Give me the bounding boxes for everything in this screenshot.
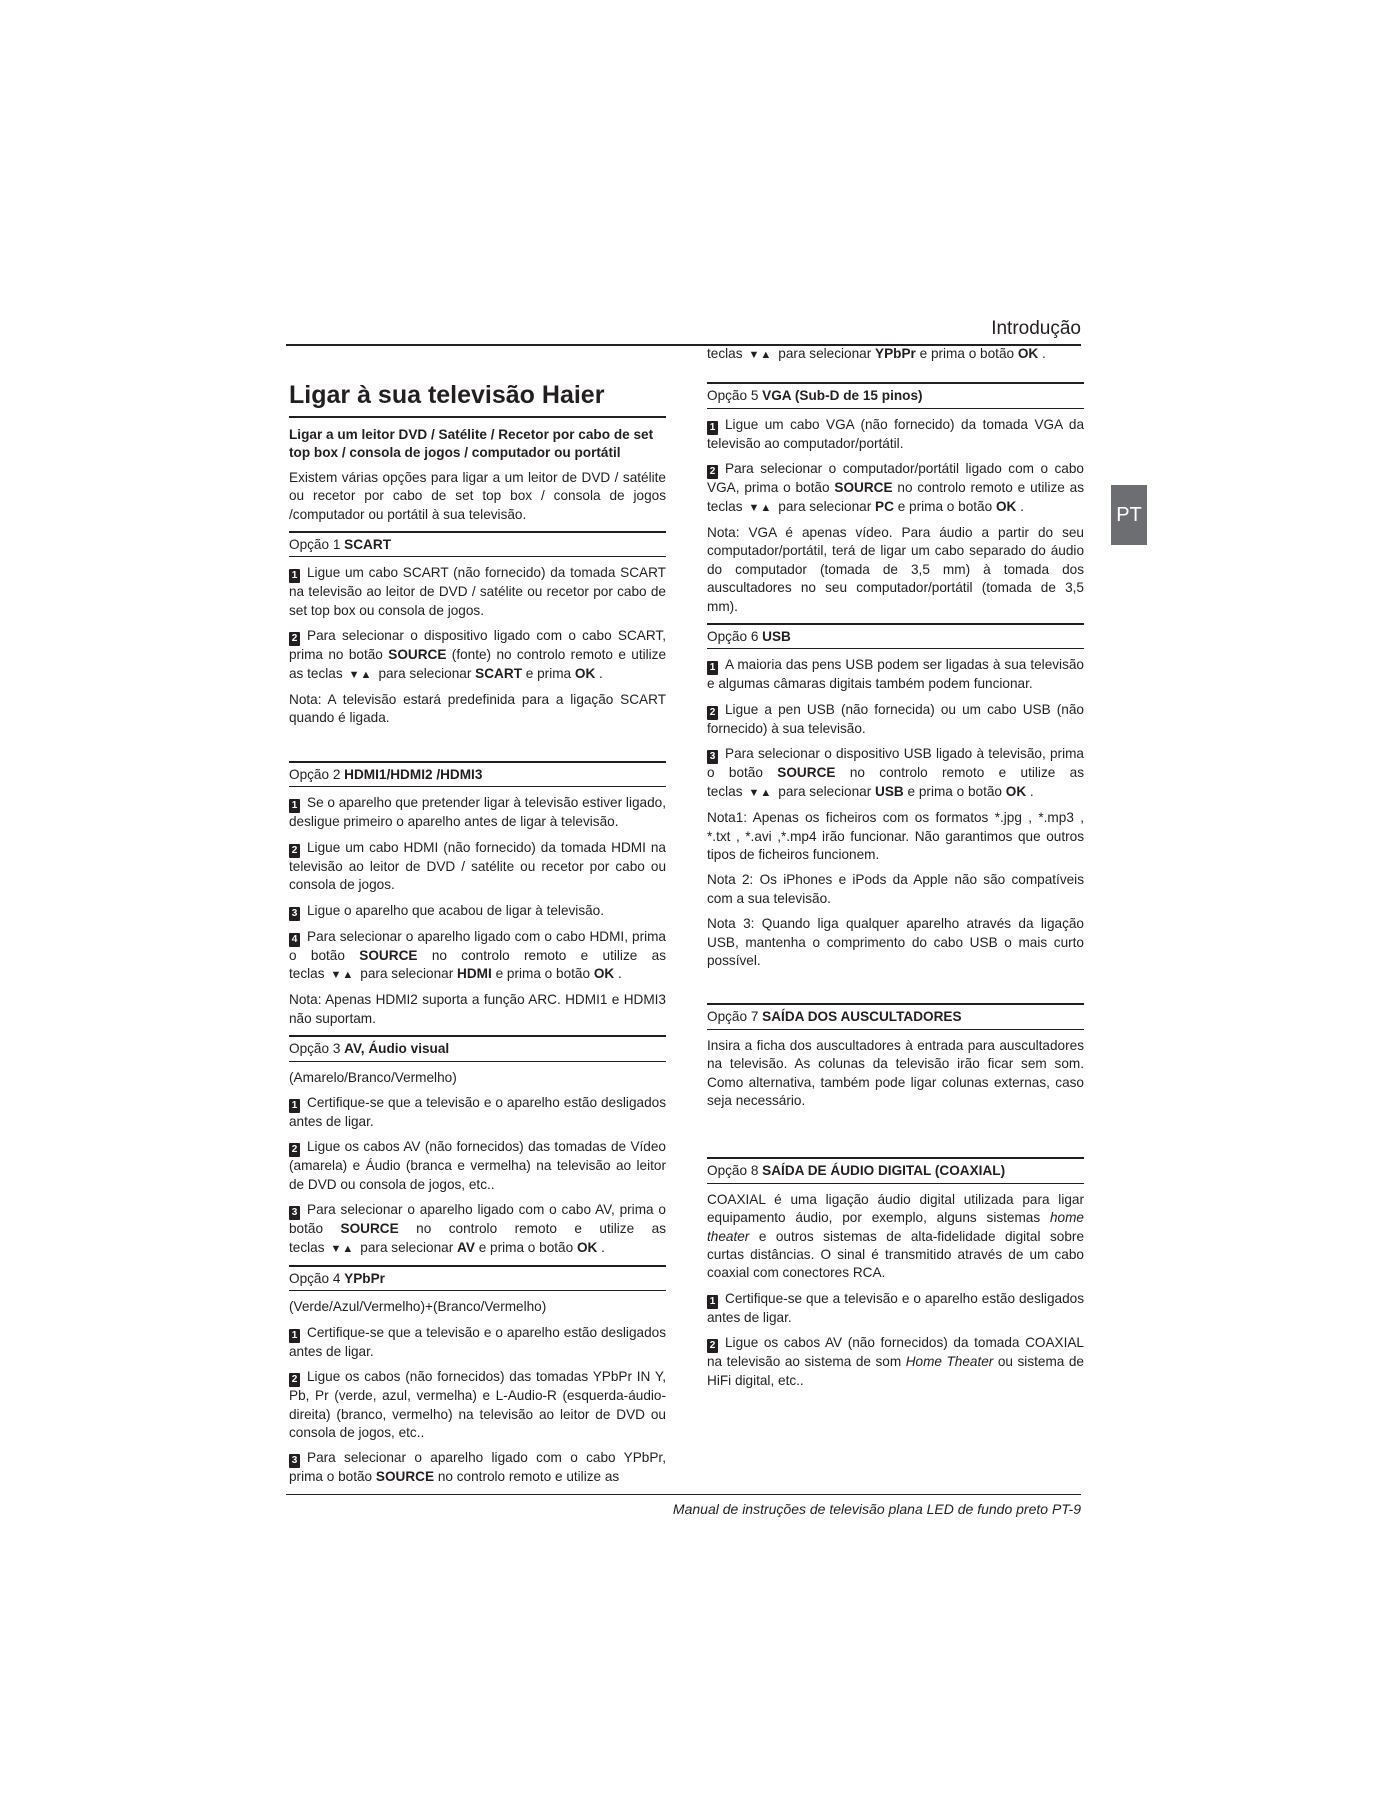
step-number-icon: 2 xyxy=(289,844,300,858)
step-number-icon: 2 xyxy=(289,632,300,646)
section-subtitle: Ligar a um leitor DVD / Satélite / Recetor por cabo de set top box / consola de jogos / computador ou portátil xyxy=(289,427,654,461)
step-number-icon: 1 xyxy=(707,421,718,435)
option-6-step-2: 2 Ligue a pen USB (não fornecida) ou um cabo USB (não fornecido) à sua televisão. xyxy=(707,701,1084,736)
option-1-header: Opção 1 SCART xyxy=(289,531,666,557)
option-5-step-1: 1 Ligue um cabo VGA (não fornecido) da tomada VGA da televisão ao computador/portátil. xyxy=(707,416,1084,451)
option-8-text: COAXIAL é uma ligação áudio digital utilizada para ligar equipamento áudio, por exemplo, alguns sistemas home theater e outros sistemas de alta-fidelidade digital sobre curtas distâncias. O sinal é transmitido através de um cabo coaxial com conectores RCA. xyxy=(707,1191,1085,1281)
step-number-icon: 3 xyxy=(289,1206,300,1220)
footer-rule xyxy=(286,1494,1081,1495)
language-tab: PT xyxy=(1111,485,1147,545)
section-title: Introdução xyxy=(991,318,1081,339)
option-3-colors: (Amarelo/Branco/Vermelho) xyxy=(289,1069,457,1085)
option-2-step-1: 1 Se o aparelho que pretender ligar à televisão estiver ligado, desligue primeiro o aparelho antes de ligar à televisão. xyxy=(289,795,666,830)
option-1-step-2: 2 Para selecionar o dispositivo ligado com o cabo SCART, prima no botão SOURCE (fonte) no controlo remoto e utilize as teclas ▼▲ para selecionar SCART e prima OK . xyxy=(289,628,667,681)
option-6-step-3: 3 Para selecionar o dispositivo USB ligado à televisão, prima o botão SOURCE no controlo remoto e utilize as teclas ▼▲ para selecionar USB e prima o botão OK . xyxy=(707,746,1085,799)
option-8-step-2: 2 Ligue os cabos AV (não fornecidos) da tomada COAXIAL na televisão ao sistema de som Home Theater ou sistema de HiFi digital, etc.. xyxy=(707,1335,1084,1388)
step-number-icon: 4 xyxy=(289,933,300,947)
step-number-icon: 1 xyxy=(289,799,300,813)
option-4-step-1: 1 Certifique-se que a televisão e o aparelho estão desligados antes de ligar. xyxy=(289,1324,666,1359)
option-4-header: Opção 4 YPbPr xyxy=(289,1265,666,1291)
option-1-step-1: 1 Ligue um cabo SCART (não fornecido) da tomada SCART na televisão ao leitor de DVD / satélite ou recetor por cabo de set top box ou consola de jogos. xyxy=(289,565,666,618)
step-number-icon: 2 xyxy=(707,465,718,479)
option-2-header: Opção 2 HDMI1/HDMI2 /HDMI3 xyxy=(289,761,666,787)
option-3-header: Opção 3 AV, Áudio visual xyxy=(289,1035,666,1061)
option-6-note-1: Nota1: Apenas os ficheiros com os formatos *.jpg , *.mp3 , *.txt , *.avi ,*.mp4 irão funcionar. Não garantimos que outros tipos de ficheiros funcionem. xyxy=(707,810,1084,862)
option-2-step-3: 3 Ligue o aparelho que acabou de ligar à televisão. xyxy=(289,902,666,921)
option-4-step-2: 2 Ligue os cabos (não fornecidos) das tomadas YPbPr IN Y, Pb, Pr (verde, azul, vermelha) e L-Audio-R (esquerda-áudio-direita) (branco, vermelho) na televisão ao leitor de DVD ou consola de jogos, etc.. xyxy=(289,1369,666,1440)
step-number-icon: 1 xyxy=(289,569,300,583)
step-number-icon: 1 xyxy=(707,661,718,675)
option-6-step-1: 1 A maioria das pens USB podem ser ligadas à sua televisão e algumas câmaras digitais também podem funcionar. xyxy=(707,657,1084,692)
step-number-icon: 3 xyxy=(707,750,718,764)
option-5-header: Opção 5 VGA (Sub-D de 15 pinos) xyxy=(707,382,1084,408)
footer-text: Manual de instruções de televisão plana LED de fundo preto PT-9 xyxy=(672,1501,1081,1517)
option-7-header: Opção 7 SAÍDA DOS AUSCULTADORES xyxy=(707,1003,1084,1029)
option-7-text: Insira a ficha dos auscultadores à entrada para auscultadores na televisão. As colunas da televisão irão ficar sem som. Como alternativa, também pode ligar colunas externas, caso seja necessário. xyxy=(707,1037,1084,1108)
arrow-keys-icon: ▼▲ xyxy=(348,668,373,681)
page-header xyxy=(286,318,1081,346)
continued-text: teclas ▼▲ para selecionar YPbPr e prima o botão OK . xyxy=(707,346,1046,361)
page-title: Ligar à sua televisão Haier xyxy=(289,380,666,418)
right-column xyxy=(707,345,1084,1397)
option-5-note: Nota: VGA é apenas vídeo. Para áudio a partir do seu computador/portátil, terá de ligar um cabo separado do áudio do computador (tomada de 3,5 mm) à tomada dos auscultadores no seu computador/portátil (tomada de 3,5 mm). xyxy=(707,525,1084,614)
step-number-icon: 2 xyxy=(289,1143,300,1157)
step-number-icon: 1 xyxy=(707,1295,718,1309)
step-number-icon: 1 xyxy=(289,1099,300,1113)
option-2-step-2: 2 Ligue um cabo HDMI (não fornecido) da tomada HDMI na televisão ao leitor de DVD / satélite ou recetor por cabo ou consola de jogos. xyxy=(289,839,666,893)
step-number-icon: 1 xyxy=(289,1329,300,1343)
option-4-step-3: 3 Para selecionar o aparelho ligado com o cabo YPbPr, prima o botão SOURCE no controlo remoto e utilize as xyxy=(289,1450,666,1485)
option-6-note-3: Nota 3: Quando liga qualquer aparelho através da ligação USB, mantenha o comprimento do cabo USB o mais curto possível. xyxy=(707,916,1084,968)
arrow-keys-icon: ▼▲ xyxy=(748,501,773,514)
arrow-keys-icon: ▼▲ xyxy=(330,968,355,981)
option-8-header: Opção 8 SAÍDA DE ÁUDIO DIGITAL (COAXIAL) xyxy=(707,1157,1084,1183)
left-column xyxy=(289,380,666,1494)
step-number-icon: 2 xyxy=(707,1339,718,1353)
arrow-keys-icon: ▼▲ xyxy=(330,1242,355,1255)
step-number-icon: 2 xyxy=(289,1373,300,1387)
option-3-step-2: 2 Ligue os cabos AV (não fornecidos) das tomadas de Vídeo (amarela) e Áudio (branca e vermelha) na televisão ao leitor de DVD ou consola de jogos, etc.. xyxy=(289,1139,666,1192)
step-number-icon: 3 xyxy=(289,907,300,921)
option-2-step-4: 4 Para selecionar o aparelho ligado com o cabo HDMI, prima o botão SOURCE no controlo remoto e utilize as teclas ▼▲ para selecionar HDMI e prima o botão OK . xyxy=(289,928,667,981)
step-number-icon: 3 xyxy=(289,1454,300,1468)
option-4-colors: (Verde/Azul/Vermelho)+(Branco/Vermelho) xyxy=(289,1299,547,1315)
option-3-step-1: 1 Certifique-se que a televisão e o aparelho estão desligados antes de ligar. xyxy=(289,1094,666,1129)
step-number-icon: 2 xyxy=(707,706,718,720)
option-5-step-2: 2 Para selecionar o computador/portátil ligado com o cabo VGA, prima o botão SOURCE no controlo remoto e utilize as teclas ▼▲ para selecionar PC e prima o botão OK . xyxy=(707,461,1085,514)
option-3-step-3: 3 Para selecionar o aparelho ligado com o cabo AV, prima o botão SOURCE no controlo remoto e utilize as teclas ▼▲ para selecionar AV e prima o botão OK . xyxy=(289,1202,666,1255)
arrow-keys-icon: ▼▲ xyxy=(748,786,773,799)
intro-paragraph: Existem várias opções para ligar a um leitor de DVD / satélite ou recetor por cabo de set top box / consola de jogos /computador ou portátil à sua televisão. xyxy=(289,469,666,522)
option-6-header: Opção 6 USB xyxy=(707,623,1084,649)
option-8-step-1: 1 Certifique-se que a televisão e o aparelho estão desligados antes de ligar. xyxy=(707,1290,1084,1325)
arrow-keys-icon: ▼▲ xyxy=(748,349,773,361)
option-6-note-2: Nota 2: Os iPhones e iPods da Apple não são compatíveis com a sua televisão. xyxy=(707,872,1084,906)
option-1-note: Nota: A televisão estará predefinida para a ligação SCART quando é ligada. xyxy=(289,692,666,726)
option-2-note: Nota: Apenas HDMI2 suporta a função ARC. HDMI1 e HDMI3 não suportam. xyxy=(289,992,666,1026)
